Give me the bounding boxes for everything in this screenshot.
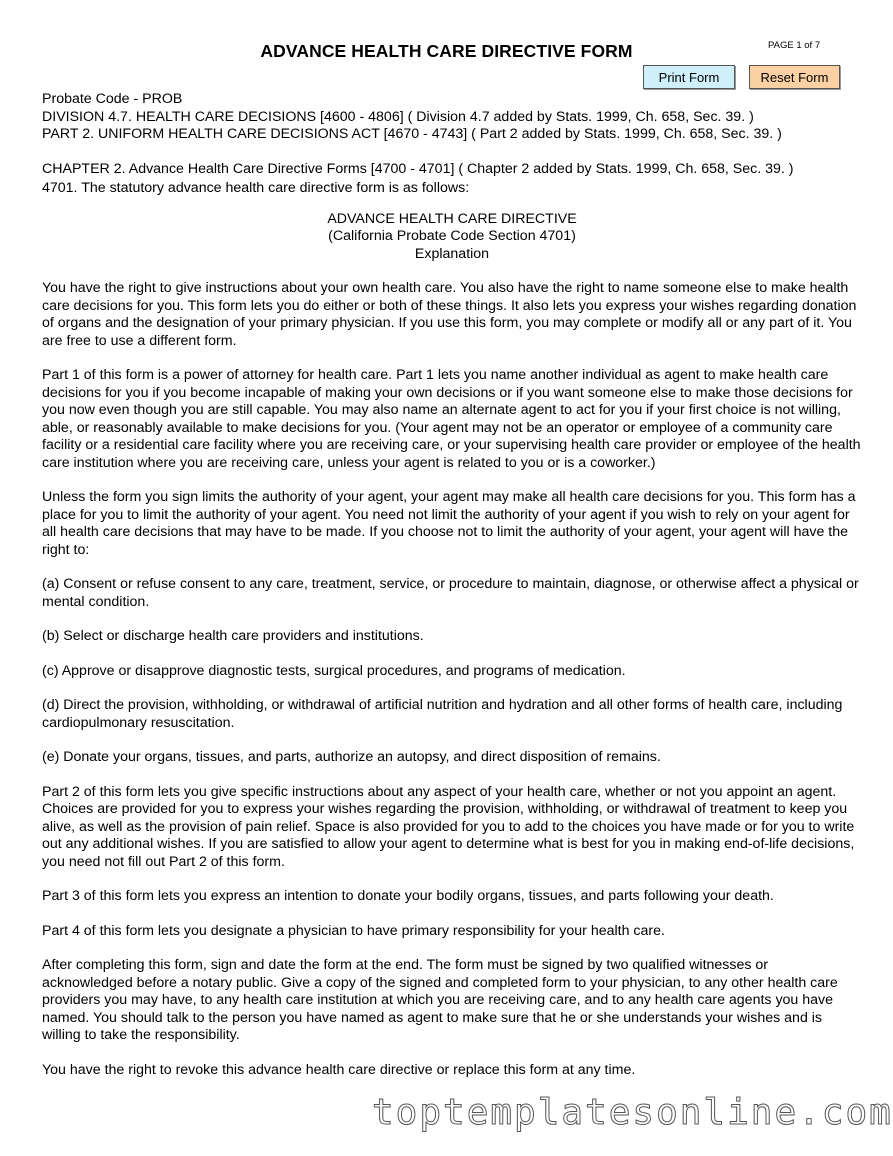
watermark: toptemplatesonline.com — [372, 1092, 893, 1133]
page-number: PAGE 1 of 7 — [768, 40, 821, 51]
paragraph: (c) Approve or disapprove diagnostic tests, surgical procedures, and programs of medication. — [42, 662, 626, 679]
directive-heading — [42, 211, 862, 264]
chapter-line: CHAPTER 2. Advance Health Care Directive Forms [4700 - 4701] ( Chapter 2 added by Stats. 1999, Ch. 658, Sec. 39. ) — [42, 160, 794, 177]
code-line: Probate Code - PROB — [42, 91, 183, 107]
print-form-button[interactable]: Print Form — [643, 65, 735, 89]
directive-heading-explanation: Explanation — [414, 245, 490, 262]
paragraph: You have the right to revoke this advance health care directive or replace this form at any time. — [42, 1061, 636, 1078]
form-title: ADVANCE HEALTH CARE DIRECTIVE FORM — [260, 41, 633, 61]
code-citation — [42, 91, 862, 144]
document-body — [42, 91, 862, 1096]
paragraph: (d) Direct the provision, withholding, or withdrawal of artificial nutrition and hydration and all other forms of health care, including cardiopulmonary resuscitation. — [42, 697, 843, 731]
code-line: PART 2. UNIFORM HEALTH CARE DECISIONS ACT [4670 - 4743] ( Part 2 added by Stats. 1999, Ch. 658, Sec. 39. ) — [42, 126, 782, 142]
paragraph: You have the right to give instructions about your own health care. You also have the right to name someone else to make health care decisions for you. This form lets you do either or both of these things. It also lets you express your wishes regarding donation of organs and the designation of your primary physician. If you use this form, you may complete or modify all or any part of it. You are free to use a different form. — [42, 280, 857, 349]
code-line: DIVISION 4.7. HEALTH CARE DECISIONS [4600 - 4806] ( Division 4.7 added by Stats. 1999, Ch. 658, Sec. 39. ) — [42, 108, 754, 125]
paragraph: Part 4 of this form lets you designate a physician to have primary responsibility for your health care. — [42, 922, 665, 939]
paragraph: Part 2 of this form lets you give specific instructions about any aspect of your health care, whether or not you appoint an agent. Choices are provided for you to express your wishes regarding the provision, withholding, or withdrawal of treatment to keep you alive, as well as the provision of pain relief. Space is also provided for you to add to the choices you have made or for you to write out any additional wishes. If you are satisfied to allow your agent to determine what is best for you in making end-of-life decisions, you need not fill out Part 2 of this form. — [42, 783, 855, 870]
paragraph: Part 1 of this form is a power of attorney for health care. Part 1 lets you name another individual as agent to make health care decisions for you if you become incapable of making your own decisions or if you want someone else to make those decisions for you now even though you are still capable. You may also name an alternate agent to act for you if your first choice is not willing, able, or reasonably available to make decisions for you. (Your agent may not be an operator or employee of a community care facility or a residential care facility where you are receiving care, or your supervising health care provider or employee of the health care institution where you are receiving care, unless your agent is related to you or is a coworker.) — [42, 367, 861, 471]
paragraph: After completing this form, sign and date the form at the end. The form must be signed by two qualified witnesses or acknowledged before a notary public. Give a copy of the signed and completed form to your physician, to any other health care providers you may have, to any health care institution at which you are receiving care, and to any health care agents you have named. You should talk to the person you have named as agent to make sure that he or she understands your wishes and is willing to take the responsibility. — [42, 957, 838, 1043]
paragraph: (a) Consent or refuse consent to any care, treatment, service, or procedure to maintain, diagnose, or otherwise affect a physical or mental condition. — [42, 576, 859, 610]
paragraph: (b) Select or discharge health care providers and institutions. — [42, 628, 424, 644]
directive-heading-title: ADVANCE HEALTH CARE DIRECTIVE — [327, 210, 577, 227]
paragraph: (e) Donate your organs, tissues, and parts, authorize an autopsy, and direct disposition of remains. — [42, 749, 661, 765]
section-line: 4701. The statutory advance health care directive form is as follows: — [42, 180, 470, 196]
directive-heading-citation: (California Probate Code Section 4701) — [328, 228, 576, 244]
paragraph: Part 3 of this form lets you express an intention to donate your bodily organs, tissues, and parts following your death. — [42, 888, 774, 904]
paragraph: Unless the form you sign limits the authority of your agent, your agent may make all health care decisions for you. This form has a place for you to limit the authority of your agent. You need not limit the authority of your agent if you wish to rely on your agent for all health care decisions that may have to be made. If you choose not to limit the authority of your agent, your agent will have the right to: — [42, 489, 856, 558]
reset-form-button[interactable]: Reset Form — [749, 65, 840, 89]
